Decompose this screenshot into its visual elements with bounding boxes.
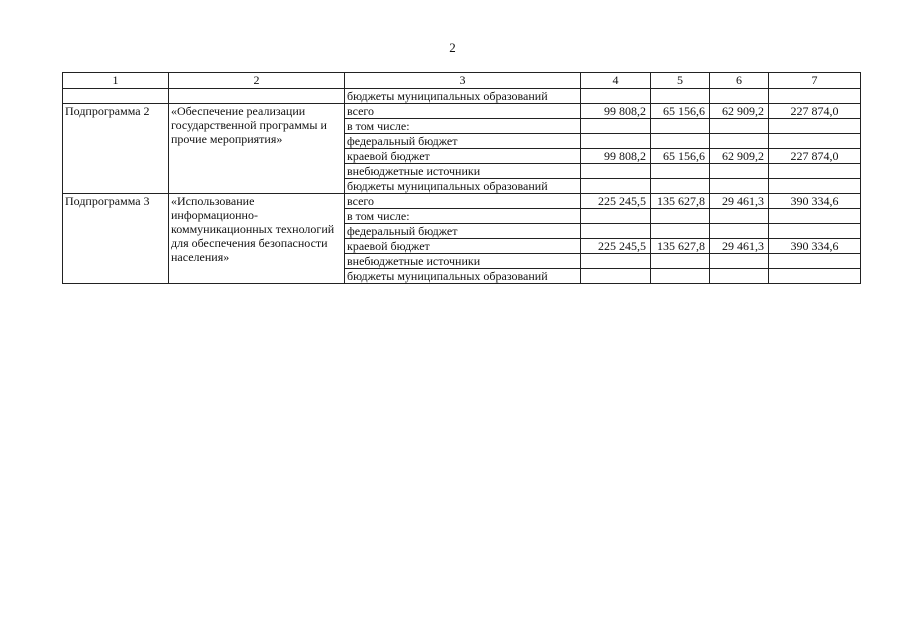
value-cell: 135 627,8 [651, 239, 710, 254]
value-cell [769, 164, 861, 179]
header-row [63, 73, 861, 89]
table-row [63, 104, 861, 119]
value-cell [651, 224, 710, 239]
value-cell [651, 89, 710, 104]
source-cell: краевой бюджет [345, 239, 581, 254]
value-cell: 29 461,3 [710, 239, 769, 254]
value-cell [651, 179, 710, 194]
value-cell [710, 254, 769, 269]
budget-table [62, 72, 861, 284]
source-cell: внебюджетные источники [345, 254, 581, 269]
value-cell [651, 164, 710, 179]
value-cell [710, 89, 769, 104]
value-cell [769, 224, 861, 239]
value-cell [581, 164, 651, 179]
header-col-6: 6 [710, 73, 769, 89]
source-cell: внебюджетные источники [345, 164, 581, 179]
source-cell: в том числе: [345, 119, 581, 134]
subprogram-code: Подпрограмма 3 [63, 194, 169, 284]
source-cell: федеральный бюджет [345, 224, 581, 239]
subprogram-name: «Использование информационно-коммуникационных технологий для обеспечения безопасности населения» [169, 194, 345, 284]
value-cell [769, 89, 861, 104]
header-col-2: 2 [169, 73, 345, 89]
value-cell [710, 224, 769, 239]
source-cell: в том числе: [345, 209, 581, 224]
code-cell [63, 89, 169, 104]
value-cell [710, 269, 769, 284]
value-cell [581, 134, 651, 149]
value-cell [651, 209, 710, 224]
page-number: 2 [449, 40, 456, 55]
value-cell [581, 254, 651, 269]
value-cell [581, 269, 651, 284]
table-row [63, 89, 861, 104]
value-cell: 62 909,2 [710, 149, 769, 164]
header-col-4: 4 [581, 73, 651, 89]
value-cell [581, 119, 651, 134]
value-cell: 62 909,2 [710, 104, 769, 119]
value-cell: 227 874,0 [769, 149, 861, 164]
value-cell [769, 134, 861, 149]
name-cell [169, 89, 345, 104]
value-cell: 135 627,8 [651, 194, 710, 209]
value-cell [581, 89, 651, 104]
header-col-7: 7 [769, 73, 861, 89]
value-cell [769, 179, 861, 194]
header-col-3: 3 [345, 73, 581, 89]
value-cell [710, 179, 769, 194]
value-cell [769, 269, 861, 284]
table-row [63, 194, 861, 209]
value-cell [651, 269, 710, 284]
value-cell [769, 209, 861, 224]
value-cell: 65 156,6 [651, 104, 710, 119]
value-cell: 29 461,3 [710, 194, 769, 209]
value-cell [769, 254, 861, 269]
source-cell: федеральный бюджет [345, 134, 581, 149]
value-cell: 99 808,2 [581, 149, 651, 164]
subprogram-name: «Обеспечение реализации государственной программы и прочие мероприятия» [169, 104, 345, 194]
source-cell: краевой бюджет [345, 149, 581, 164]
subprogram-code: Подпрограмма 2 [63, 104, 169, 194]
value-cell [581, 209, 651, 224]
header-col-5: 5 [651, 73, 710, 89]
source-cell: всего [345, 104, 581, 119]
value-cell [769, 119, 861, 134]
value-cell: 225 245,5 [581, 239, 651, 254]
source-cell: всего [345, 194, 581, 209]
value-cell: 390 334,6 [769, 239, 861, 254]
value-cell: 99 808,2 [581, 104, 651, 119]
value-cell: 65 156,6 [651, 149, 710, 164]
header-col-1: 1 [63, 73, 169, 89]
value-cell [651, 134, 710, 149]
value-cell: 225 245,5 [581, 194, 651, 209]
value-cell [710, 209, 769, 224]
value-cell [710, 164, 769, 179]
value-cell: 227 874,0 [769, 104, 861, 119]
value-cell [651, 254, 710, 269]
source-cell: бюджеты муниципальных образований [345, 269, 581, 284]
value-cell [651, 119, 710, 134]
value-cell: 390 334,6 [769, 194, 861, 209]
value-cell [710, 134, 769, 149]
value-cell [581, 179, 651, 194]
source-cell: бюджеты муниципальных образований [345, 89, 581, 104]
value-cell [710, 119, 769, 134]
source-cell: бюджеты муниципальных образований [345, 179, 581, 194]
value-cell [581, 224, 651, 239]
